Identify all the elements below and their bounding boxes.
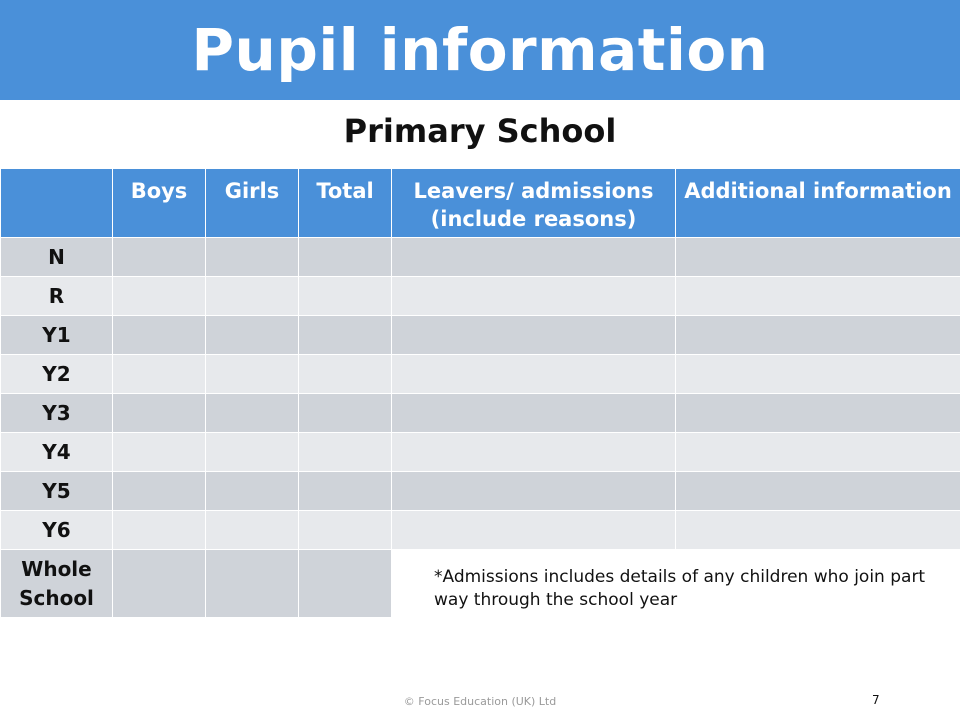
table-row (1, 238, 960, 277)
row-label: Y4 (1, 433, 113, 472)
boys-cell[interactable] (113, 277, 206, 316)
leavers-admissions-cell[interactable] (392, 355, 676, 394)
leavers-admissions-cell[interactable] (392, 472, 676, 511)
row-label: R (1, 277, 113, 316)
additional-information-cell[interactable] (676, 238, 960, 277)
table-row (1, 316, 960, 355)
additional-information-cell[interactable] (676, 511, 960, 550)
table-row (1, 433, 960, 472)
copyright-footer: © Focus Education (UK) Ltd (403, 695, 557, 708)
total-cell[interactable] (299, 550, 392, 618)
leavers-admissions-cell[interactable] (392, 511, 676, 550)
pupil-information-table (0, 168, 960, 618)
whole-school-label: Whole School (1, 550, 113, 618)
table-header-row (1, 169, 960, 238)
girls-cell[interactable] (206, 316, 299, 355)
additional-information-cell[interactable] (676, 316, 960, 355)
row-label: Y1 (1, 316, 113, 355)
additional-information-cell[interactable] (676, 433, 960, 472)
leavers-admissions-cell[interactable] (392, 394, 676, 433)
girls-cell[interactable] (206, 277, 299, 316)
row-label: Y6 (1, 511, 113, 550)
header-cell-boys: Boys (113, 169, 206, 238)
total-cell[interactable] (299, 355, 392, 394)
whole-school-row (1, 550, 960, 618)
table-row (1, 394, 960, 433)
additional-information-cell[interactable] (676, 277, 960, 316)
total-cell[interactable] (299, 238, 392, 277)
boys-cell[interactable] (113, 550, 206, 618)
boys-cell[interactable] (113, 433, 206, 472)
leavers-admissions-cell[interactable] (392, 316, 676, 355)
table-row (1, 355, 960, 394)
girls-cell[interactable] (206, 550, 299, 618)
girls-cell[interactable] (206, 394, 299, 433)
boys-cell[interactable] (113, 355, 206, 394)
total-cell[interactable] (299, 394, 392, 433)
boys-cell[interactable] (113, 394, 206, 433)
girls-cell[interactable] (206, 355, 299, 394)
total-cell[interactable] (299, 316, 392, 355)
header-cell-additional-information: Additional information (676, 169, 960, 238)
leavers-admissions-cell[interactable] (392, 277, 676, 316)
girls-cell[interactable] (206, 511, 299, 550)
row-label: N (1, 238, 113, 277)
table-row (1, 277, 960, 316)
total-cell[interactable] (299, 511, 392, 550)
boys-cell[interactable] (113, 238, 206, 277)
leavers-admissions-cell[interactable] (392, 433, 676, 472)
total-cell[interactable] (299, 277, 392, 316)
row-label: Y3 (1, 394, 113, 433)
page-subtitle: Primary School (343, 112, 617, 150)
table-row (1, 511, 960, 550)
header-cell-total: Total (299, 169, 392, 238)
girls-cell[interactable] (206, 472, 299, 511)
row-label: Y2 (1, 355, 113, 394)
additional-information-cell[interactable] (676, 394, 960, 433)
total-cell[interactable] (299, 433, 392, 472)
girls-cell[interactable] (206, 238, 299, 277)
leavers-admissions-cell[interactable] (392, 238, 676, 277)
boys-cell[interactable] (113, 472, 206, 511)
total-cell[interactable] (299, 472, 392, 511)
header-cell-girls: Girls (206, 169, 299, 238)
additional-information-cell[interactable] (676, 472, 960, 511)
table-row (1, 472, 960, 511)
row-label: Y5 (1, 472, 113, 511)
boys-cell[interactable] (113, 316, 206, 355)
page-title: Pupil information (0, 0, 960, 100)
header-cell-leavers-admissions: Leavers/ admissions (include reasons) (392, 169, 676, 238)
admissions-note: *Admissions includes details of any children who join part way through the school year (392, 550, 960, 618)
boys-cell[interactable] (113, 511, 206, 550)
additional-information-cell[interactable] (676, 355, 960, 394)
header-cell-blank (1, 169, 113, 238)
girls-cell[interactable] (206, 433, 299, 472)
page-number: 7 (872, 693, 880, 707)
